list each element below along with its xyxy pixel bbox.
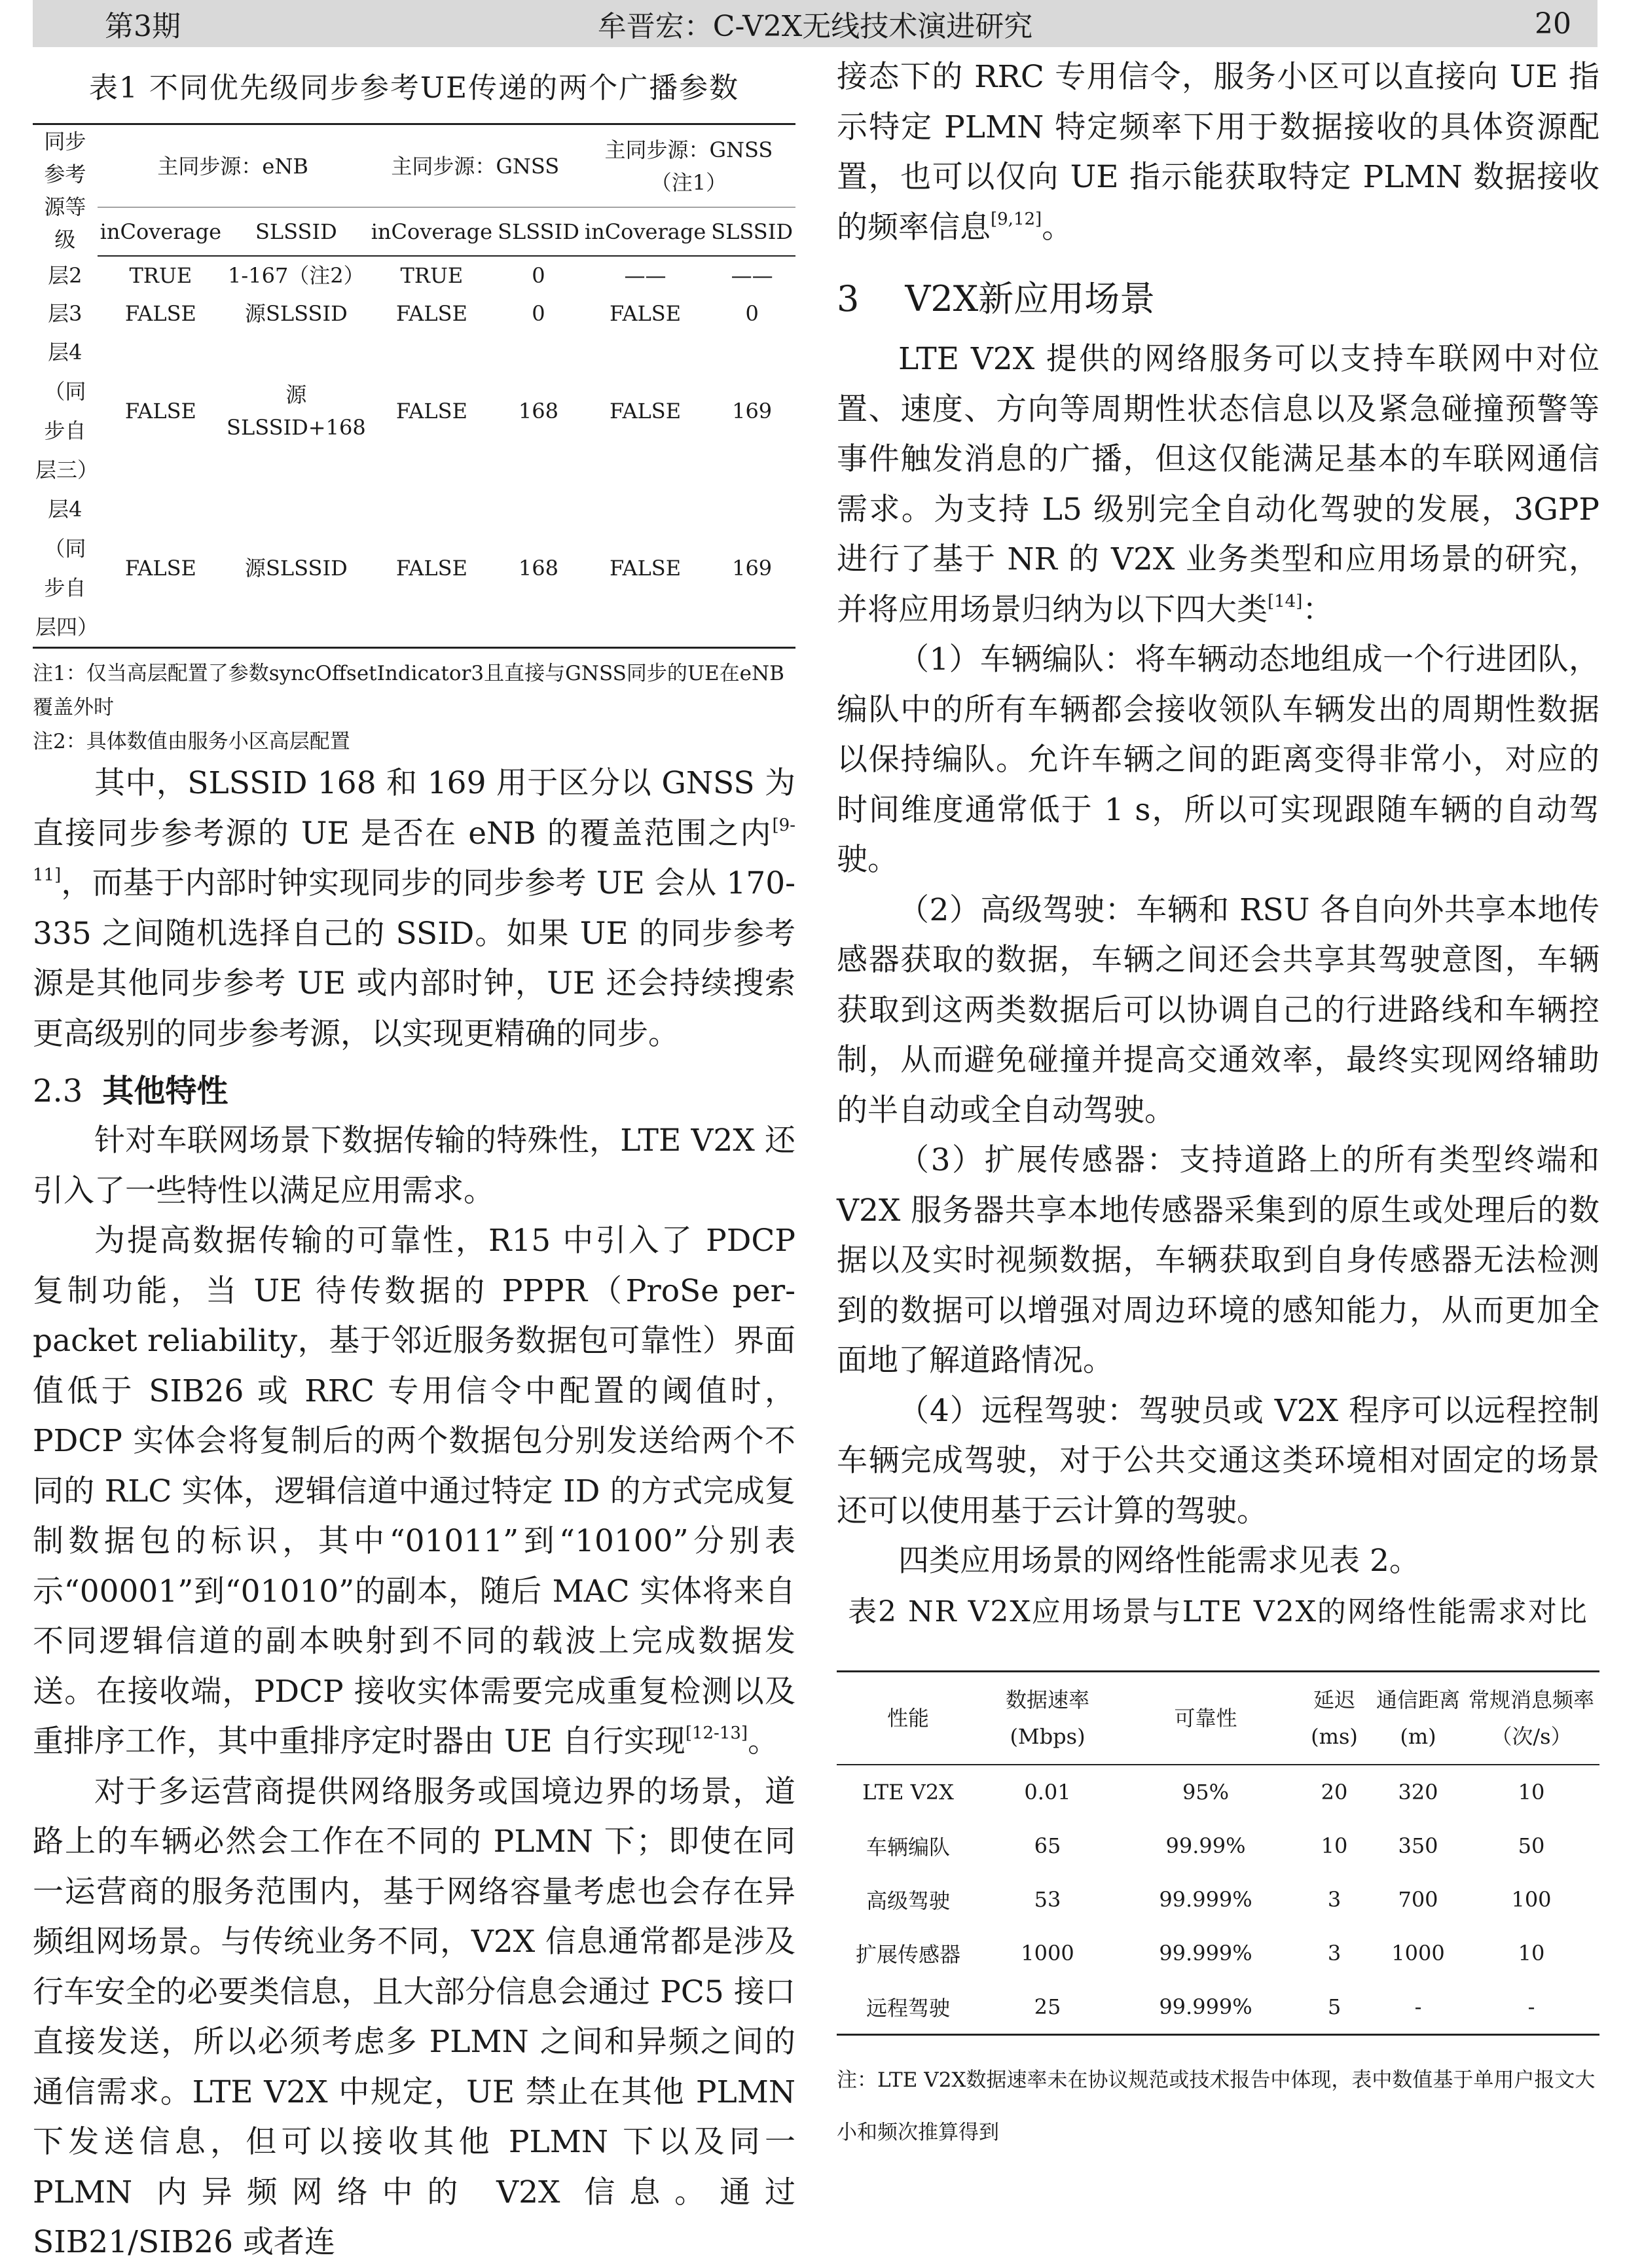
body-paragraph: 针对车联网场景下数据传输的特殊性，LTE V2X 还引入了一些特性以满足应用需求。 <box>33 1123 795 1209</box>
table-cell: 3 <box>1327 1940 1342 1966</box>
section-heading: 2.3 其他特性 <box>33 1073 228 1109</box>
table-cell: 0.01 <box>1024 1779 1071 1805</box>
table1-caption: 表1 不同优先级同步参考UE传递的两个广播参数 <box>88 71 740 105</box>
table-cell: 0 <box>532 301 545 326</box>
table2-header: 常规消息频率（次/s） <box>1463 1671 1599 1765</box>
table-cell: FALSE <box>395 399 467 423</box>
table-row <box>33 490 795 648</box>
table-cell: 1000 <box>1391 1940 1445 1966</box>
left-column <box>33 52 795 2268</box>
table2-caption: 表2 NR V2X应用场景与LTE V2X的网络性能需求对比 <box>848 1594 1588 1629</box>
table1-sub-header: inCoverage <box>98 207 224 256</box>
table1-group-header: 主同步源：GNSS（注1） <box>582 124 795 207</box>
body-paragraph: LTE V2X 提供的网络服务可以支持车联网中对位置、速度、方向等周期性状态信息以及紧急碰撞预警等事件触发消息的广播，但这仅能满足基本的车联网通信需求。为支持 L5 级别完全自动化驾驶的发展，3GPP 进行了基于 NR 的 V2X 业务类型和应用场景的研究，并将应用场景归纳为以下四大类[14]： <box>837 341 1599 628</box>
table1-group-header: 主同步源：eNB <box>98 124 369 207</box>
table-cell: 169 <box>732 399 773 423</box>
table2-note: 注：LTE V2X数据速率未在协议规范或技术报告中体现，表中数值基于单用户报文大小和频次推算得到 <box>837 2068 1596 2144</box>
table-cell: - <box>1373 1980 1463 2035</box>
table-cell: 5 <box>1296 1980 1373 2035</box>
body-paragraph: （1）车辆编队：将车辆动态地组成一个行进团队，编队中的所有车辆都会接收领队车辆发出的周期性数据以保持编队。允许车辆之间的距离变得非常小，对应的时间维度通常低于 1 s，所以可实现跟随车辆的自动驾驶。 <box>837 641 1599 878</box>
section-heading: 3 V2X新应用场景 <box>837 278 1156 319</box>
issue-label: 第3期 <box>105 10 181 43</box>
table-cell: 10 <box>1321 1833 1348 1858</box>
table-row <box>33 295 795 333</box>
table-cell: 100 <box>1511 1886 1552 1912</box>
table1-sub-header: inCoverage <box>582 207 708 256</box>
table1-sub-header: SLSSID <box>708 207 795 256</box>
table-row <box>837 1819 1599 1873</box>
table1-note: 注2：具体数值由服务小区高层配置 <box>33 730 350 753</box>
table-cell: LTE V2X <box>862 1779 954 1805</box>
table1-sub-header: SLSSID <box>495 207 582 256</box>
page-number: 20 <box>1535 7 1571 41</box>
table-row <box>33 256 795 295</box>
body-paragraph: 对于多运营商提供网络服务或国境边界的场景，道路上的车辆必然会工作在不同的 PLMN 下；即使在同一运营商的服务范围内，基于网络容量考虑也会存在异频组网场景。与传统业务不同，V2X 信息通常都是涉及行车安全的必要类信息，且大部分信息会通过 PC5 接口直接发送，所以必须考虑多 PLMN 之间和异频之间的通信需求。LTE V2X 中规定，UE 禁止在其他 PLMN 下发送信息，但可以接收其他 PLMN 下以及同一 PLMN 内异频网络中的 V2X 信息。通过 SIB21/SIB26 或者连 <box>33 1773 795 2260</box>
table-cell: FALSE <box>98 490 224 648</box>
table-cell: 源SLSSID <box>244 301 348 326</box>
table-row <box>837 1926 1599 1980</box>
table-cell: 源SLSSID+168 <box>227 382 366 440</box>
table-cell: TRUE <box>129 263 192 288</box>
table-cell: 99.999% <box>1159 1886 1252 1912</box>
table-cell: 169 <box>708 490 795 648</box>
table2-header: 性能 <box>837 1671 979 1765</box>
table-cell: 远程驾驶 <box>837 1980 979 2035</box>
table1-note: 注1：仅当高层配置了参数syncOffsetIndicator3且直接与GNSS同步的UE在eNB覆盖外时 <box>33 662 784 719</box>
table-cell: 源SLSSID <box>224 490 369 648</box>
table1-notes <box>33 657 795 759</box>
table-row <box>837 1765 1599 1819</box>
body-paragraph: 接态下的 RRC 专用信令，服务小区可以直接向 UE 指示特定 PLMN 特定频率下用于数据接收的具体资源配置，也可以仅向 UE 指示能获取特定 PLMN 数据接收的频率信息[9,12]。 <box>837 59 1599 245</box>
table-cell: 168 <box>495 490 582 648</box>
table-cell: FALSE <box>124 399 196 423</box>
table-cell: FALSE <box>369 490 495 648</box>
table1-sub-header: inCoverage <box>369 207 495 256</box>
table-cell: 10 <box>1518 1940 1545 1966</box>
table-cell: 65 <box>1034 1833 1061 1858</box>
table-cell: 99.999% <box>1159 1940 1252 1966</box>
table-cell: FALSE <box>610 399 682 423</box>
table-cell: 0 <box>745 301 759 326</box>
table1-col0-header: 同步参考源等级 <box>33 124 98 257</box>
table-cell: 350 <box>1398 1833 1438 1858</box>
table-cell: 扩展传感器 <box>855 1941 960 1967</box>
body-paragraph: 为提高数据传输的可靠性，R15 中引入了 PDCP 复制功能，当 UE 待传数据的 PPPR（ProSe per-packet reliability，基于邻近服务数据包可靠性）界面值低于 SIB26 或 RRC 专用信令中配置的阈值时，PDCP 实体会将复制后的两个数据包分别发送给两个不同的 RLC 实体，逻辑信道中通过特定 ID 的方式完成复制数据包的标识，其中“01011”到“10100”分别表示“00001”到“01010”的副本，随后 MAC 实体将来自不同逻辑信道的副本映射到不同的载波上完成数据发送。在接收端，PDCP 接收实体需要完成重复检测以及重排序工作，其中重排序定时器由 UE 自行实现[12-13]。 <box>33 1223 795 1759</box>
table-cell: FALSE <box>610 301 682 326</box>
table-cell: 层4（同步自层四） <box>33 490 98 648</box>
table-row <box>33 333 795 490</box>
table-cell: 99.999% <box>1116 1980 1296 2035</box>
table-cell: 53 <box>1034 1886 1061 1912</box>
table-cell: 3 <box>1327 1886 1342 1912</box>
citation: [9-11] <box>33 815 795 885</box>
body-paragraph: 四类应用场景的网络性能需求见表 2。 <box>898 1543 1420 1579</box>
table-cell: 层3 <box>48 301 82 326</box>
table-cell: - <box>1463 1980 1599 2035</box>
citation: [9,12] <box>991 209 1042 229</box>
right-column <box>837 52 1599 2159</box>
table2 <box>837 1670 1599 2036</box>
table-cell: 25 <box>979 1980 1116 2035</box>
table-cell: 10 <box>1518 1779 1545 1805</box>
table-cell: FALSE <box>124 301 196 326</box>
table-cell: 层2 <box>48 262 82 288</box>
running-title: 牟晋宏：C-V2X无线技术演进研究 <box>597 10 1033 43</box>
table-cell: 20 <box>1321 1779 1348 1805</box>
table-cell: 95% <box>1182 1779 1230 1805</box>
table-cell: 168 <box>518 399 558 423</box>
body-paragraph: （2）高级驾驶：车辆和 RSU 各自向外共享本地传感器获取的数据，车辆之间还会共享其驾驶意图，车辆获取到这两类数据后可以协调自己的行进路线和车辆控制，从而避免碰撞并提高交通效率，最终实现网络辅助的半自动或全自动驾驶。 <box>837 891 1599 1128</box>
page-header <box>33 0 1598 47</box>
body-paragraph: （4）远程驾驶：驾驶员或 V2X 程序可以远程控制车辆完成驾驶，对于公共交通这类环境相对固定的场景还可以使用基于云计算的驾驶。 <box>837 1392 1599 1529</box>
table-cell: 700 <box>1398 1886 1438 1912</box>
citation: [14] <box>1268 591 1303 611</box>
body-paragraph: （3）扩展传感器：支持道路上的所有类型终端和 V2X 服务器共享本地传感器采集到的原生或处理后的数据以及实时视频数据，车辆获取到自身传感器无法检测到的数据可以增强对周边环境的感知能力，从而更加全面地了解道路情况。 <box>837 1142 1599 1378</box>
table1-sub-header: SLSSID <box>224 207 369 256</box>
table-cell: TRUE <box>400 263 464 288</box>
table-row <box>837 1873 1599 1926</box>
table-cell: 1000 <box>1021 1940 1074 1966</box>
table2-header: 延迟(ms) <box>1296 1671 1373 1765</box>
citation: [12-13] <box>685 1723 748 1743</box>
table-cell: 320 <box>1398 1779 1438 1805</box>
table2-header: 通信距离(m) <box>1373 1671 1463 1765</box>
table-cell: 99.99% <box>1165 1833 1246 1858</box>
table-cell: 高级驾驶 <box>866 1888 950 1913</box>
table2-header: 可靠性 <box>1116 1671 1296 1765</box>
table-cell: 层4（同步自层三） <box>35 340 99 482</box>
table-cell: 1-167（注2） <box>228 263 365 288</box>
body-paragraph: 其中，SLSSID 168 和 169 用于区分以 GNSS 为直接同步参考源的 UE 是否在 eNB 的覆盖范围之内[9-11]，而基于内部时钟实现同步的同步参考 UE 会从 170-335 之间随机选择自己的 SSID。如果 UE 的同步参考源是其他同步参考 UE 或内部时钟，UE 还会持续搜索更高级别的同步参考源，以实现更精确的同步。 <box>33 765 795 1052</box>
table2-header: 数据速率(Mbps) <box>979 1671 1116 1765</box>
table-cell: 50 <box>1518 1833 1545 1858</box>
table-cell: FALSE <box>395 301 467 326</box>
table-row <box>837 1980 1599 2035</box>
table-cell: 车辆编队 <box>866 1834 950 1860</box>
table-cell: 0 <box>532 263 545 288</box>
table-cell: —— <box>731 263 773 288</box>
table-cell: FALSE <box>582 490 708 648</box>
table1 <box>33 123 795 649</box>
table-cell: —— <box>624 263 666 288</box>
table1-group-header: 主同步源：GNSS <box>369 124 582 207</box>
